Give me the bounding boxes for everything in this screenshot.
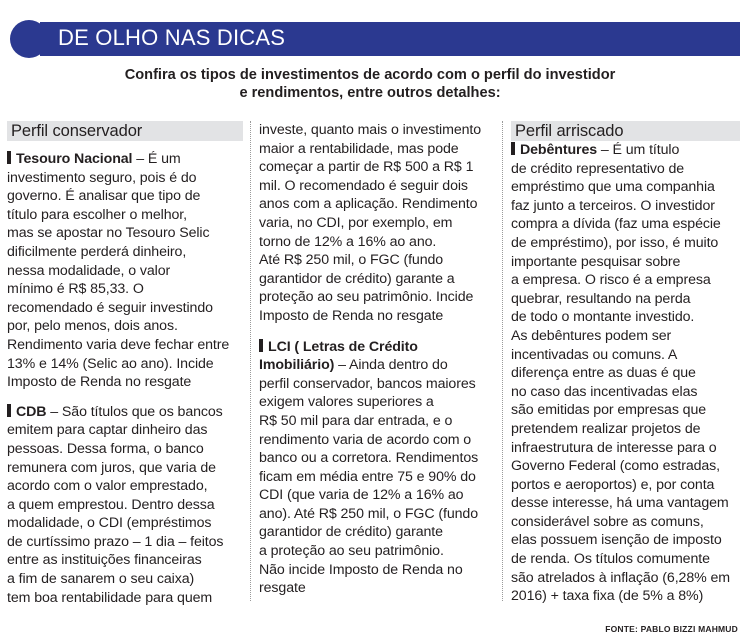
text-line: de renda. Os títulos comumente <box>511 551 710 568</box>
text-line: desse interesse, há uma vantagem <box>511 495 729 512</box>
text-line: mas se apostar no Tesouro Selic <box>7 225 210 242</box>
text-line: proteção ao seu patrimônio. Incide <box>259 289 474 306</box>
text-line: considerável sobre as comuns, <box>511 513 704 530</box>
text-line: pessoas. Dessa forma, o banco <box>7 440 204 457</box>
text-line: remunera com juros, que varia de <box>7 459 216 476</box>
section-banner <box>10 20 740 58</box>
text-line: mínimo é R$ 85,33. O <box>7 281 144 298</box>
text-line: emitem para captar dinheiro das <box>7 422 208 439</box>
text-line: Rendimento varia deve fechar entre <box>7 336 230 353</box>
text-line: começar a partir de R$ 500 a R$ 1 <box>259 159 474 176</box>
text-line: 13% e 14% (Selic ao ano). Incide <box>7 355 214 372</box>
text-line: elas possuem isenção de imposto <box>511 532 722 549</box>
text-line: recomendado é seguir investindo <box>7 299 213 316</box>
section-heading-conservative: Perfil conservador <box>7 121 243 141</box>
text-line: Governo Federal (como estradas, <box>511 458 721 475</box>
entry-title-lci-cont: Imobiliário) <box>259 357 335 374</box>
text-line: Até R$ 250 mil, o FGC (fundo <box>259 252 444 269</box>
text-line: são atrelados à inflação (6,28% em <box>511 569 731 586</box>
text-line: anos com a aplicação. Rendimento <box>259 196 478 213</box>
text-line: resgate <box>259 580 306 597</box>
text-line: incentivadas ou comuns. A <box>511 346 678 363</box>
text-line: mil. O recomendado é seguir dois <box>259 177 468 194</box>
subtitle-line-1: Confira os tipos de investimentos de acordo com o perfil do investidor <box>124 67 616 83</box>
column-risky <box>511 121 740 606</box>
entry-title-lci: LCI ( Letras de Crédito <box>268 338 418 355</box>
text-line: a proteção ao seu patrimônio. <box>259 543 444 560</box>
text-line: garantidor de crédito) garante <box>259 524 443 541</box>
text-line: dificilmente perderá dinheiro, <box>7 243 187 260</box>
text-line: investe, quanto mais o investimento <box>259 122 482 138</box>
text-line: de todo o montante investido. <box>511 309 695 326</box>
text-line: Imposto de Renda no resgate <box>259 307 444 324</box>
bullet-marker <box>7 404 11 417</box>
text-line: tem boa rentabilidade para quem <box>7 589 213 606</box>
text-line: banco ou a corretora. Rendimentos <box>259 450 479 467</box>
text-line: de crédito representativo de <box>511 160 685 177</box>
lci-entry <box>259 338 493 598</box>
text-line: compra a dívida (faz uma espécie <box>511 216 721 233</box>
text-line: importante pesquisar sobre <box>511 253 681 270</box>
text-line: rendimento varia de acordo com o <box>259 431 472 448</box>
banner-title: DE OLHO NAS DICAS <box>58 25 286 50</box>
debentures-entry <box>511 141 740 606</box>
text-line: ano). Até R$ 250 mil, o FGC (fundo <box>259 505 478 522</box>
entry-text: – São títulos que os bancos <box>46 403 223 420</box>
text-line: faz junto a terceiros. O investidor <box>511 197 715 214</box>
source-credit: FONTE: PABLO BIZZI MAHMUD <box>605 624 738 634</box>
text-line: diferença entre as duas é que <box>511 365 696 382</box>
text-line: portos e aeroportos) e, por conta <box>511 476 715 493</box>
text-line: nessa modalidade, o valor <box>7 262 171 279</box>
entry-title-tesouro: Tesouro Nacional <box>16 151 133 167</box>
tesouro-entry <box>7 150 243 392</box>
text-line: garantidor de crédito) garante a <box>259 270 455 287</box>
entry-text: – Ainda dentro do <box>334 357 448 374</box>
text-line: R$ 50 mil para dar entrada, e o <box>259 412 453 429</box>
text-line: no caso das incentivadas elas <box>511 383 698 400</box>
column-divider <box>502 121 503 601</box>
text-line: de empréstimo), por isso, é muito <box>511 234 719 251</box>
bullet-marker <box>7 151 11 164</box>
text-line: de curtíssimo prazo – 1 dia – feitos <box>7 533 224 550</box>
text-line: varia, no CDI, por exemplo, em <box>259 214 453 231</box>
text-line: CDI (que varia de 12% a 16% ao <box>259 487 464 504</box>
text-line: modalidade, o CDI (empréstimos <box>7 515 212 532</box>
text-line: são emitidas por empresas que <box>511 402 707 419</box>
entry-title-cdb: CDB <box>16 403 47 420</box>
subtitle-line-2: e rendimentos, entre outros detalhes: <box>239 85 501 101</box>
section-heading-risky: Perfil arriscado <box>511 121 740 141</box>
text-line: quebrar, resultando na perda <box>511 290 691 307</box>
text-line: empréstimo que uma companhia <box>511 179 715 196</box>
text-line: título para escolher o melhor, <box>7 206 187 223</box>
text-line: a fim de sanarem o seu caixa) <box>7 571 195 588</box>
text-line: 2016) + taxa fixa (de 5% a 8%) <box>511 588 704 605</box>
text-line: por, pelo menos, dois anos. <box>7 318 178 335</box>
text-line: infraestrutura de interesse para o <box>511 439 717 456</box>
text-line: pretendem realizar projetos de <box>511 420 701 437</box>
cdb-entry <box>7 403 243 608</box>
text-line: As debêntures podem ser <box>511 327 672 344</box>
column-divider <box>250 121 251 601</box>
bullet-marker <box>511 142 515 155</box>
text-line: governo. É analisar que tipo de <box>7 188 201 205</box>
text-line: Imposto de Renda no resgate <box>7 374 192 391</box>
text-line: perfil conservador, bancos maiores <box>259 375 476 392</box>
bullet-marker <box>259 339 263 352</box>
text-line: acordo com o valor emprestado, <box>7 478 208 495</box>
text-line: exigem valores superiores a <box>259 394 434 411</box>
text-line: Não incide Imposto de Renda no <box>259 561 463 578</box>
text-line: maior a rentabilidade, mas pode <box>259 140 459 157</box>
entry-title-debentures: Debêntures <box>520 142 598 158</box>
entry-text: – É um título <box>597 142 680 158</box>
text-line: ficam em média entre 75 e 90% do <box>259 468 476 485</box>
cdb-entry-continued <box>259 121 493 326</box>
text-line: a quem emprestou. Dentro dessa <box>7 496 215 513</box>
entry-text: – É um <box>132 151 181 167</box>
column-conservative <box>7 121 243 607</box>
text-line: torno de 12% a 16% ao ano. <box>259 233 437 250</box>
text-line: investimento seguro, pois é do <box>7 169 197 186</box>
text-line: entre as instituições financeiras <box>7 552 202 569</box>
text-line: a empresa. O risco é a empresa <box>511 272 711 289</box>
column-middle <box>259 121 493 598</box>
